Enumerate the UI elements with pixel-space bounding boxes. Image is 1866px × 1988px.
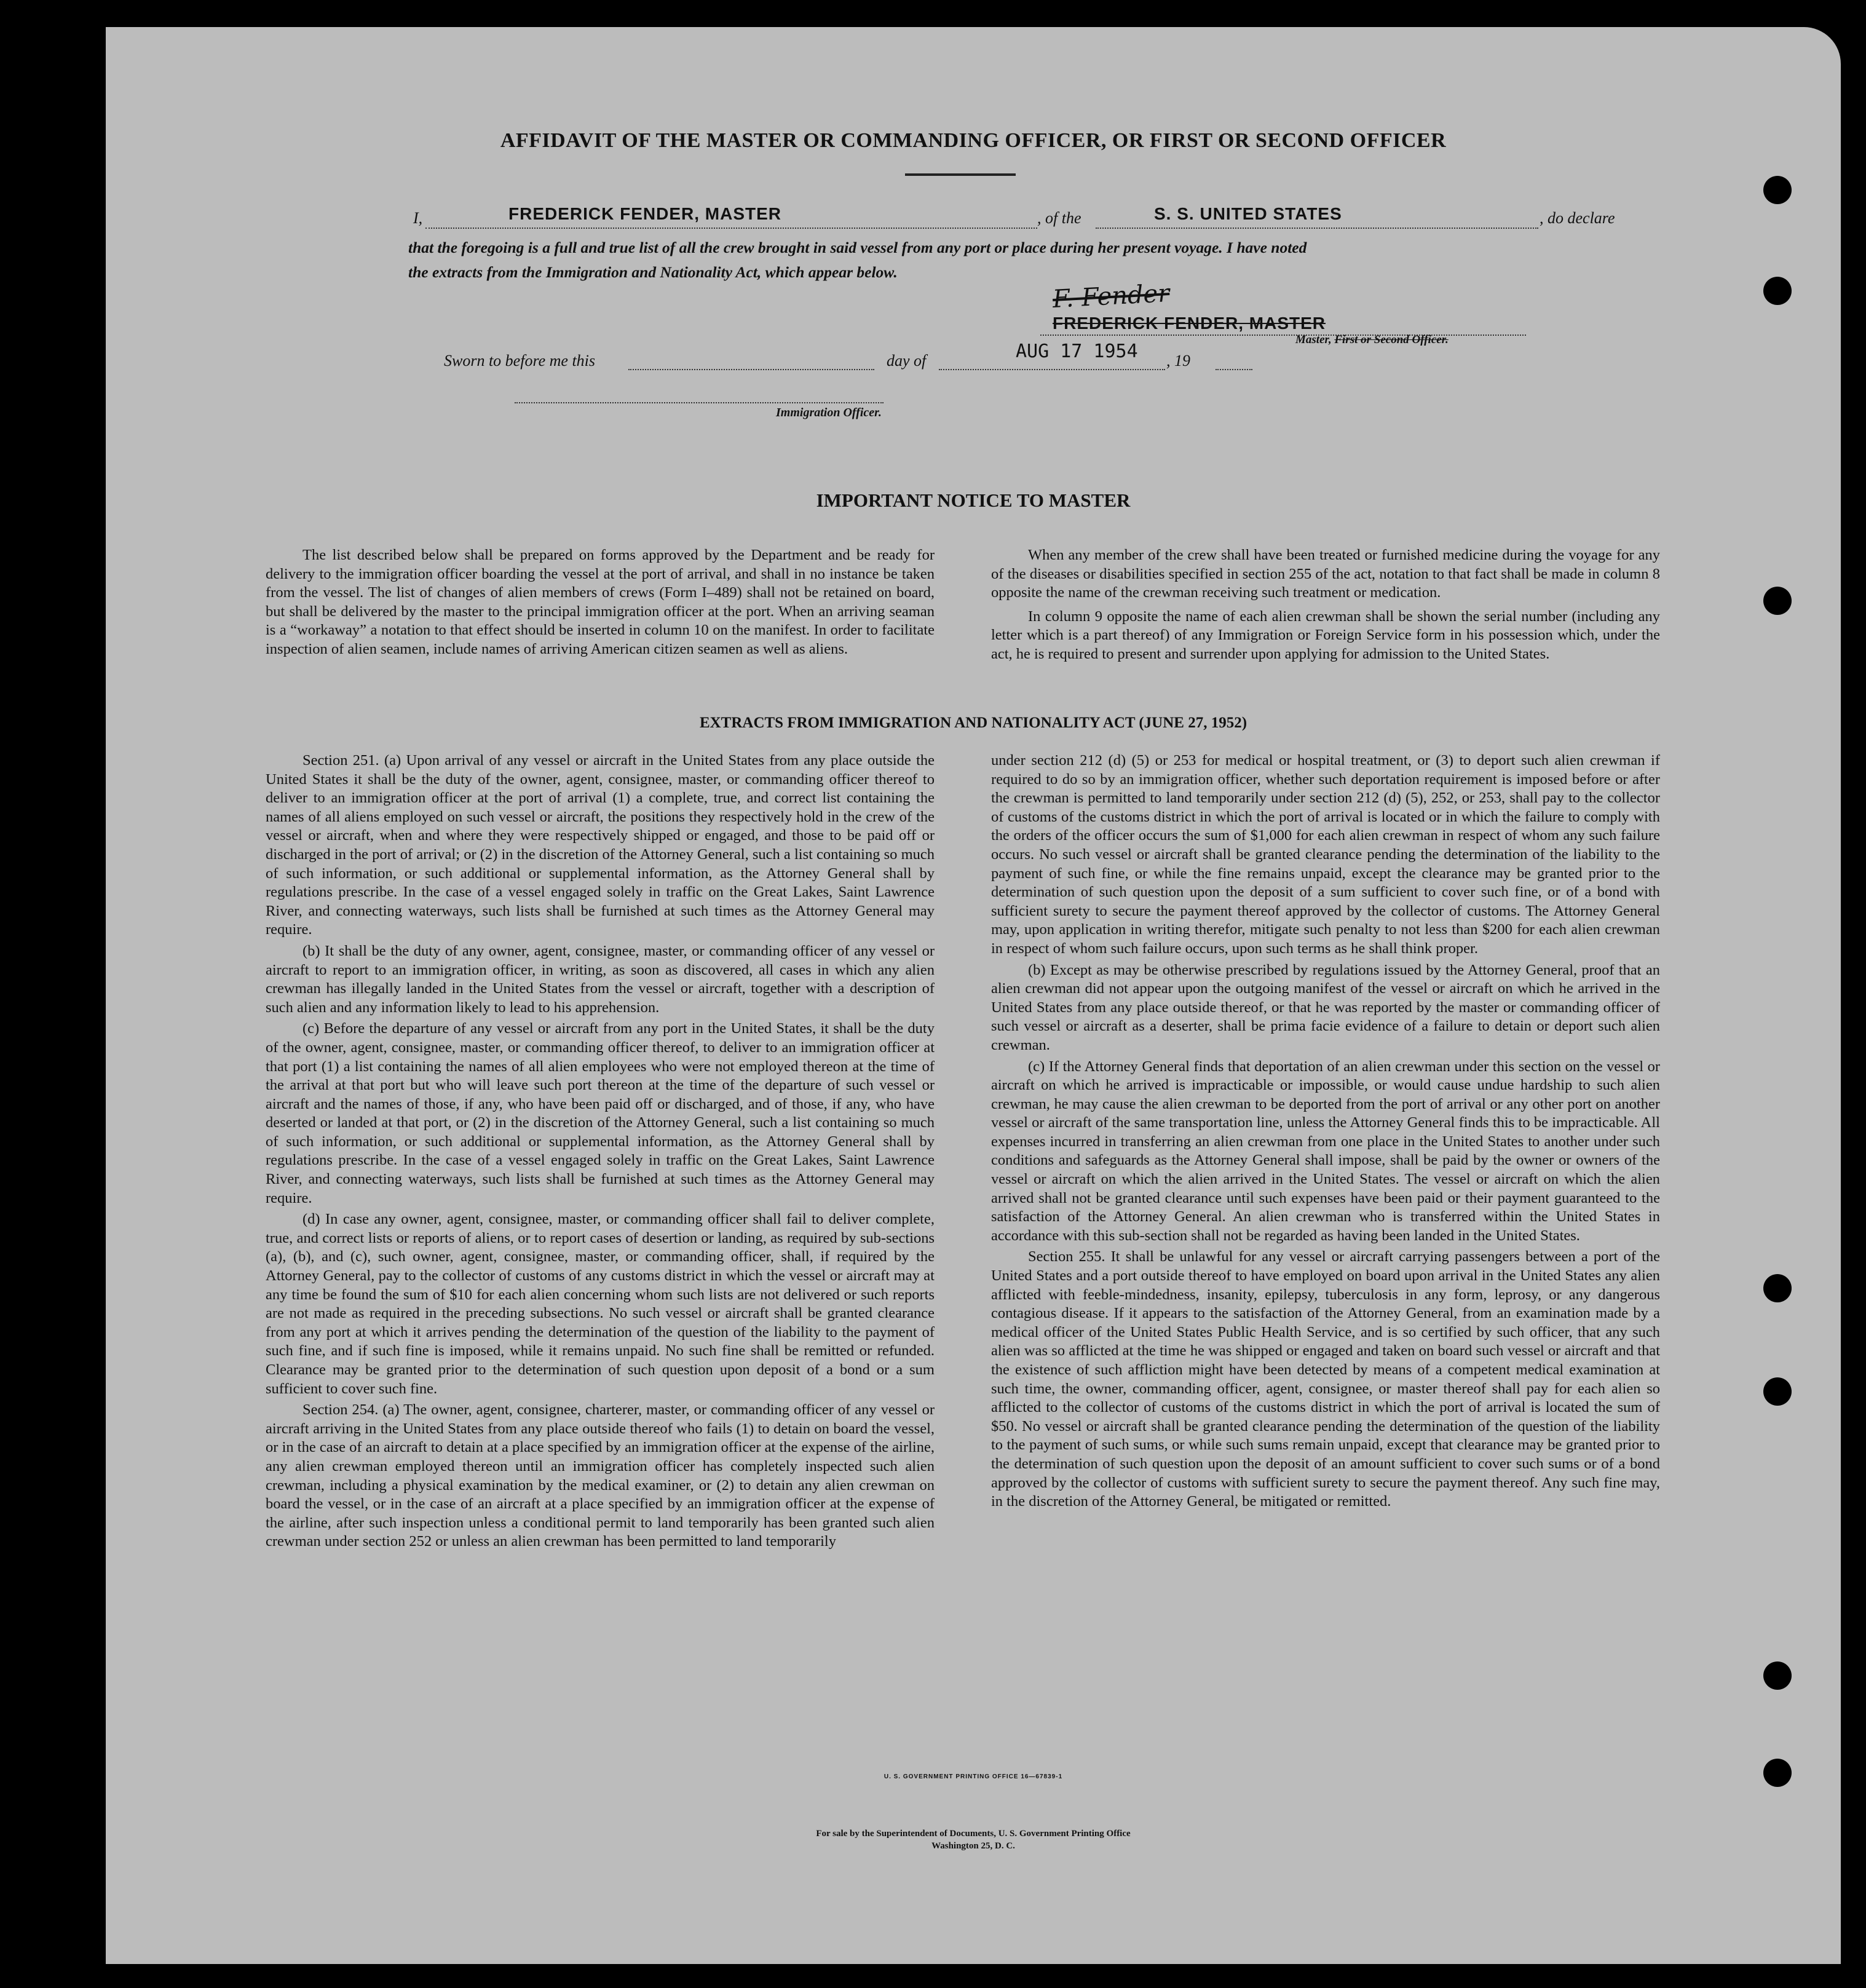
punch-hole bbox=[1763, 277, 1792, 305]
document-page bbox=[106, 27, 1841, 1964]
extract-paragraph: (b) Except as may be otherwise prescribed by regulations issued by the Attorney General, proof that an alien crewman did not appear upon the outgoing manifest of the vessel or aircraft on which he arrived in the United States from any place outside thereof, or that he was reported by the master or commanding officer of such vessel or aircraft as a deserter, shall be prima facie evidence of a failure to detain or deport such alien crewman. bbox=[991, 961, 1660, 1053]
do-declare-label: , do declare bbox=[1540, 209, 1615, 227]
statement-line-1: that the foregoing is a full and true list of all the crew brought in said vessel from any port or place during her present voyage. I have noted bbox=[408, 239, 1307, 256]
caption-struck: First or Second Officer. bbox=[1334, 333, 1449, 346]
notice-left-text: The list described below shall be prepared on forms approved by the Department and be ready for delivery to the immigration officer boarding the vessel at the port of arrival, and shall in no instance be taken from the vessel. The list of changes of alien members of crews (Form I–489) shall not be retained on board, but shall be delivered by the master to the principal immigration officer at the port. When an arriving seaman is a “workaway” a notation to that effect should be inserted in column 10 on the manifest. In order to facilitate inspection of alien seamen, include names of arriving American citizen seamen as well as aliens. bbox=[266, 547, 935, 657]
declarant-line bbox=[425, 228, 1037, 229]
vessel-name: S. S. UNITED STATES bbox=[1154, 204, 1342, 223]
year-line bbox=[1216, 369, 1252, 370]
extract-paragraph: Section 251. (a) Upon arrival of any vessel or aircraft in the United States from any place outside the United States it shall be the duty of the owner, agent, consignee, master, or commanding officer thereof to deliver to an immigration officer at the port of arrival (1) a complete, true, and correct list containing the names of all aliens employed on such vessel or aircraft, the positions they respectively hold in the crew of the vessel or aircraft, when and where they were respectively shipped or engaged, and those to be paid off or discharged in the port of arrival; or (2) in the discretion of the Attorney General, such a list containing so much of such information, or such additional or supplemental information, as the Attorney General shall by regulations prescribe. In the case of a vessel engaged solely in traffic on the Great Lakes, Saint Lawrence River, and connecting waterways, such lists shall be furnished at such times as the Attorney General may require. bbox=[266, 752, 935, 938]
notice-right bbox=[991, 546, 1660, 669]
of-the-label: , of the bbox=[1037, 209, 1081, 227]
affidavit-title: AFFIDAVIT OF THE MASTER OR COMMANDING OFFICER, OR FIRST OR SECOND OFFICER bbox=[500, 129, 1447, 152]
signature-typed-name: FREDERICK FENDER, MASTER bbox=[1053, 314, 1326, 333]
caption-master: Master, bbox=[1295, 333, 1332, 346]
date-stamp: AUG 17 1954 bbox=[1016, 341, 1138, 362]
extract-paragraph: (c) If the Attorney General finds that deportation of an alien crewman under this section on the vessel or aircraft on which he arrived is impracticable or impossible, or would cause undue hardship to such alien crewman, he may cause the alien crewman to be deported from the port of arrival or any other port on another vessel or aircraft of the same transportation line, unless the Attorney General finds this to be impracticable. All expenses incurred in transferring an alien crewman from one place in the United States to another under such conditions and safeguards as the Attorney General shall impose, shall be paid by the owner or owners of the vessel or aircraft on which the alien arrived in the United States. The vessel or aircraft on which the alien arrived shall not be granted clearance until such expenses have been paid or their payment guaranteed to the satisfaction of the Attorney General. An alien crewman who is transferred within the United States in accordance with this sub-section shall not be regarded as having been landed in the United States. bbox=[991, 1058, 1660, 1244]
extracts-right-column bbox=[991, 751, 1660, 1514]
sworn-day-line bbox=[628, 369, 874, 370]
punch-hole bbox=[1763, 1759, 1792, 1787]
extract-paragraph: Section 255. It shall be unlawful for any vessel or aircraft carrying passengers between a port of the United States and a port outside thereof to have employed on board upon arrival in the United States any alien afflicted with feeble-mindedness, insanity, epilepsy, tuberculosis in any form, leprosy, or any dangerous contagious disease. If it appears to the satisfaction of the Attorney General, from an examination made by a medical officer of the United States Public Health Service, and is so certified by such officer, that any such alien was so afflicted at the time he was shipped or engaged and taken on board such vessel or aircraft and that the existence of such affliction might have been detected by means of a competent medical examination at such time, the owner, commanding officer, agent, consignee, or master thereof shall pay for each alien so afflicted to the collector of customs of the customs district in which the port of arrival is located the sum of $50. No vessel or aircraft shall be granted clearance pending the determination of the question of the liability to the payment of such sums, or while such sums remain unpaid, except that clearance may be granted prior to the determination of such question upon the deposit of an amount sufficient to cover such sums or of a bond approved by the collector of customs with sufficient surety to secure the payment thereof. Any such fine may, in the discretion of the Attorney General, be mitigated or remitted. bbox=[991, 1248, 1660, 1510]
sworn-label: Sworn to before me this bbox=[444, 352, 596, 370]
signature-caption bbox=[1295, 333, 1449, 347]
i-label: I, bbox=[413, 209, 423, 227]
extract-paragraph: (d) In case any owner, agent, consignee, master, or commanding officer shall fail to deliver complete, true, and correct lists or reports of aliens, or to report cases of desertion or landing, as required by sub-sections (a), (b), and (c), such owner, agent, consignee, master, or commanding officer, shall, if required by the Attorney General, pay to the collector of customs of any customs district in which the vessel or aircraft may at any time be found the sum of $10 for each alien concerning whom such lists are not delivered or such reports are not made as required in the preceding subsections. No such vessel or aircraft shall be granted clearance from any port at which it arrives pending the determination of the question of the liability to the payment of such fine, and if such fine is imposed, while it remains unpaid. No such fine shall be remitted or refunded. Clearance may be granted prior to the determination of such question upon deposit of a bond or a sum sufficient to cover such fine. bbox=[266, 1211, 935, 1397]
punch-hole bbox=[1763, 176, 1792, 204]
title-rule bbox=[905, 173, 1016, 176]
sworn-month-line bbox=[939, 369, 1165, 370]
declarant-name: FREDERICK FENDER, MASTER bbox=[508, 204, 782, 223]
punch-hole bbox=[1763, 587, 1792, 615]
printing-office-note: U. S. GOVERNMENT PRINTING OFFICE 16—67839-1 bbox=[884, 1773, 1063, 1780]
notice-right-text-1: When any member of the crew shall have been treated or furnished medicine during the voyage for any of the diseases or disabilities specified in section 255 of the act, notation to that fact shall be made in column 8 opposite the name of the crewman receiving such treatment or medication. bbox=[991, 547, 1660, 601]
day-of-label: day of bbox=[887, 352, 927, 370]
sale-line-1: For sale by the Superintendent of Documents, U. S. Government Printing Office bbox=[816, 1829, 1131, 1839]
year-label: , 19 bbox=[1166, 352, 1190, 370]
statement-line-2: the extracts from the Immigration and Nationality Act, which appear below. bbox=[408, 263, 898, 281]
sale-line-2: Washington 25, D. C. bbox=[931, 1841, 1015, 1851]
extract-paragraph: (c) Before the departure of any vessel or aircraft from any port in the United States, it shall be the duty of the owner, agent, consignee, master, or commanding officer thereof, to deliver to an immigration officer at that port (1) a list containing the names of all alien employees who were not employed thereon at the time of the arrival at that port but who will leave such port thereon at the time of the departure of such vessel or aircraft and the names of those, if any, who have been paid off or discharged, and of those, if any, who have deserted or landed at that port, or (2) in the discretion of the Attorney General, such a list containing so much of such information, or such additional or supplemental information, as the Attorney General shall by regulations prescribe. In the case of a vessel engaged solely in traffic on the Great Lakes, Saint Lawrence River, and connecting waterways, such lists shall be furnished at such times as the Attorney General may require. bbox=[266, 1020, 935, 1206]
extracts-left-column bbox=[266, 751, 935, 1554]
extract-paragraph: under section 212 (d) (5) or 253 for medical or hospital treatment, or (3) to deport such alien crewman if required to do so by an immigration officer, whether such deportation requirement is imposed before or after the crewman is permitted to land temporarily under section 212 (d) (5), 252, or 253, shall pay to the collector of customs of the customs district in which the port of arrival is located or in which the failure to comply with the orders of the officer occurs the sum of $1,000 for each alien crewman in respect of whom any such failure occurs. No such vessel or aircraft shall be granted clearance pending the determination of the liability to the payment of such fine, or while the fine remains unpaid, except the clearance may be granted prior to the determination of such question upon the deposit of a sum sufficient to cover such fine, or of a bond with sufficient surety to secure the payment thereof approved by the collector of customs. The Attorney General may, upon application in writing therefor, mitigate such penalty to not less than $200 for each alien crewman in respect of whom such failure occurs, upon such terms as he shall think proper. bbox=[991, 752, 1660, 957]
notice-title: IMPORTANT NOTICE TO MASTER bbox=[816, 489, 1131, 511]
signature: F. Fender bbox=[1051, 279, 1171, 314]
punch-hole bbox=[1763, 1377, 1792, 1406]
notice-left bbox=[266, 546, 935, 664]
extract-paragraph: (b) It shall be the duty of any owner, agent, consignee, master, or commanding officer of any vessel or aircraft to report to an immigration officer, in writing, as soon as discovered, all cases in which any alien crewman has illegally landed in the United States from the vessel or aircraft, together with a description of such alien and any information likely to lead to his apprehension. bbox=[266, 942, 935, 1016]
officer-line bbox=[515, 402, 884, 403]
officer-caption: Immigration Officer. bbox=[776, 406, 882, 419]
vessel-line bbox=[1096, 228, 1538, 229]
punch-hole bbox=[1763, 1661, 1792, 1690]
punch-hole bbox=[1763, 1274, 1792, 1302]
notice-right-text-2: In column 9 opposite the name of each alien crewman shall be shown the serial number (including any letter which is a part thereof) of any Immigration or Foreign Service form in his possession which, under the act, he is required to present and surrender upon applying for admission to the United States. bbox=[991, 608, 1660, 662]
signature-line bbox=[1040, 335, 1526, 336]
extracts-title: EXTRACTS FROM IMMIGRATION AND NATIONALITY ACT (JUNE 27, 1952) bbox=[699, 715, 1247, 731]
extract-paragraph: Section 254. (a) The owner, agent, consignee, charterer, master, or commanding officer of any vessel or aircraft arriving in the United States from any place outside thereof who fails (1) to detain on board the vessel, or in the case of an aircraft to detain at a place specified by an immigration officer at the expense of the airline, any alien crewman employed thereon until an immigration officer has completely inspected such alien crewman, including a physical examination by the medical examiner, or (2) to detain any alien crewman on board the vessel, or in the case of an aircraft at a place specified by an immigration officer at the expense of the airline, after such inspection unless a conditional permit to land temporarily has been granted such alien crewman under section 252 or unless an alien crewman has been permitted to land temporarily bbox=[266, 1401, 935, 1550]
